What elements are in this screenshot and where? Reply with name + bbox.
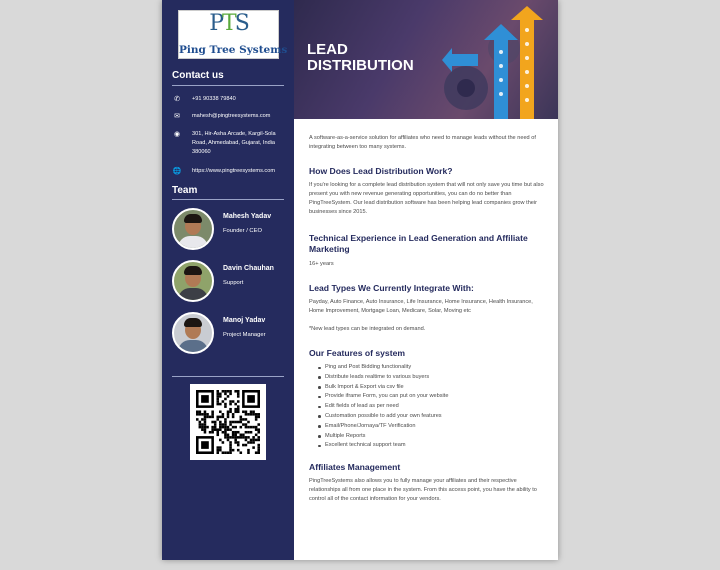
member-name: Davin Chauhan: [223, 265, 274, 272]
member-role: Support: [223, 280, 244, 286]
member-name: Mahesh Yadav: [223, 213, 272, 220]
member-role: Project Manager: [223, 332, 266, 338]
divider: [172, 199, 284, 200]
email-icon: ✉: [174, 113, 180, 120]
section-body: Payday, Auto Finance, Auto Insurance, Life Insurance, Home Insurance, Health Insurance, Home Improvement, Mortgage Loan, Medicare, Solar, Moving etc: [309, 299, 533, 314]
logo-mark: PTS: [209, 11, 248, 36]
list-item: Provide iframe Form, you can put on your website: [325, 392, 545, 402]
avatar: [172, 208, 214, 250]
list-item: Multiple Reports: [325, 432, 545, 442]
section-body: 16+ years: [309, 261, 334, 267]
globe-icon: 🌐: [172, 168, 182, 175]
member-name: Manoj Yadav: [223, 317, 266, 324]
logo-name: Ping Tree Systems: [179, 44, 288, 56]
list-item: Edit fields of lead as per need: [325, 402, 545, 412]
banner-title-line1: LEAD: [307, 41, 348, 58]
address-text: 301, Hir-Asha Arcade, Kargil-Sola Road, Ahmedabad, Gujarat, India 380060: [192, 131, 276, 155]
company-logo: [178, 10, 288, 59]
list-item: Ping and Post Bidding functionality: [325, 363, 545, 373]
list-item: Excellent technical support team: [325, 441, 545, 451]
avatar: [172, 312, 214, 354]
team-heading: Team: [172, 185, 198, 196]
section-body: PingTreeSystems also allows you to fully manage your affiliates and their respective relationships all from one place in the system. From this access point, you have the ability to control all of the contact information for your vendors.: [309, 478, 537, 502]
banner-title-line2: DISTRIBUTION: [307, 57, 414, 74]
section-title: Affiliates Management: [309, 462, 401, 472]
team-member: [172, 208, 292, 250]
avatar: [172, 260, 214, 302]
email-text[interactable]: mahesh@pingtreesystems.com: [192, 113, 271, 119]
member-role: Founder / CEO: [223, 228, 262, 234]
location-icon: ◉: [173, 131, 181, 138]
phone-icon: ✆: [174, 96, 180, 103]
brochure-page: [162, 0, 558, 560]
banner-title: [307, 42, 414, 74]
team-member: [172, 260, 292, 302]
section-body: If you're looking for a complete lead distribution system that will not only save you time but also present you with new revenue generating opportunities, you can do no better than PingTreeSystem. Our lead distribution software has been helping lead companies grow their businesses since 2015.: [309, 182, 544, 215]
qr-code-graphic: [196, 390, 260, 454]
list-item: Customation possible to add your own features: [325, 412, 545, 422]
phone-text: +91 90338 79840: [192, 96, 236, 102]
divider: [172, 85, 284, 86]
divider: [172, 376, 284, 377]
qr-code[interactable]: [190, 384, 266, 460]
sidebar: [162, 0, 294, 560]
list-item: Email/Phone/Jornaya/TF Verification: [325, 422, 545, 432]
list-item: Distribute leads realtime to various buyers: [325, 373, 545, 383]
features-list: [325, 363, 545, 451]
contact-address: [172, 130, 292, 160]
contact-heading: Contact us: [172, 70, 224, 81]
section-title: Our Features of system: [309, 348, 405, 358]
section-title: How Does Lead Distribution Work?: [309, 166, 453, 176]
hero-banner: [294, 0, 558, 119]
list-item: Bulk Import & Export via csv file: [325, 383, 545, 393]
section-title: Technical Experience in Lead Generation and Affiliate Marketing: [309, 233, 528, 254]
intro-text: A software-as-a-service solution for affiliates who need to manage leads without the need of integrating between too many systems.: [309, 135, 536, 150]
website-text[interactable]: https://www.pingtreesystems.com: [192, 168, 276, 174]
team-member: [172, 312, 292, 354]
section-note: *New lead types can be integrated on demand.: [309, 326, 426, 332]
section-title: Lead Types We Currently Integrate With:: [309, 283, 474, 293]
